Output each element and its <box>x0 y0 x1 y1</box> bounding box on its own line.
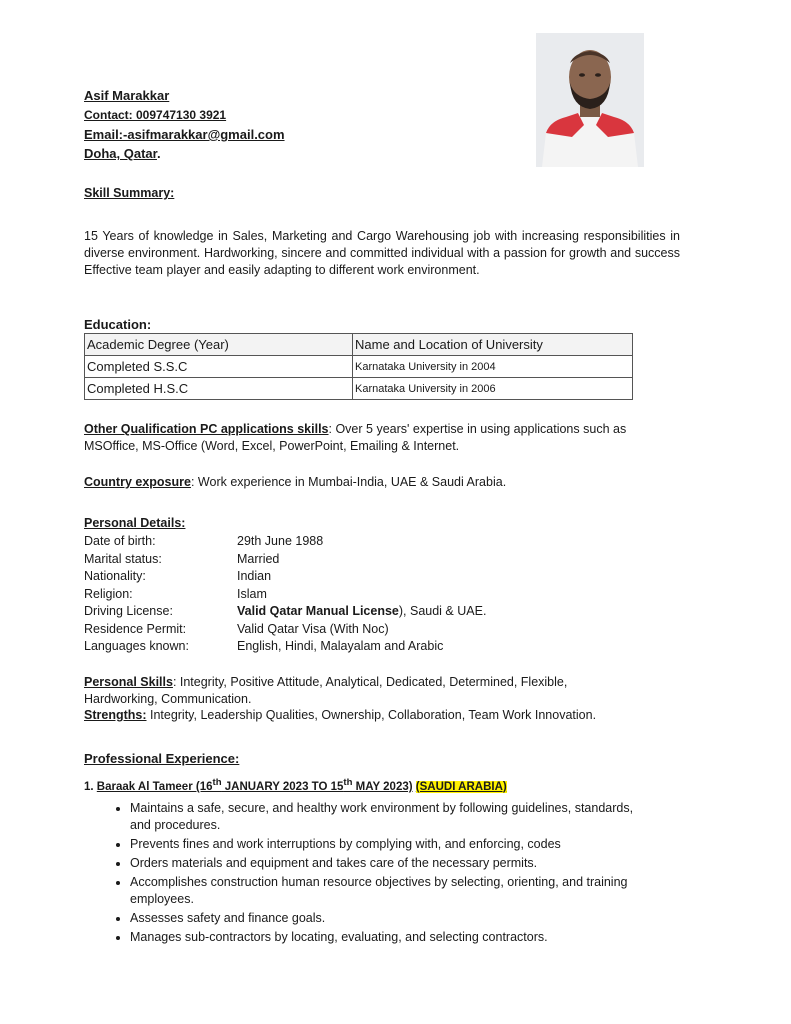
detail-row <box>84 603 684 621</box>
personal-skills-text: : Integrity, Positive Attitude, Analytical, Dedicated, Determined, Flexible, Hardworking, Communication. <box>84 675 568 706</box>
detail-row <box>84 586 684 604</box>
location-line <box>84 144 285 163</box>
list-item: • Orders materials and equipment and takes care of the necessary permits. <box>130 855 644 872</box>
table-row <box>85 356 633 378</box>
job-bullets-wrap <box>84 800 644 948</box>
job-title-sup: th <box>212 777 222 788</box>
detail-row <box>84 638 684 656</box>
column-header: Name and Location of University <box>353 334 633 356</box>
detail-key: Religion: <box>84 586 133 601</box>
personal-details-list <box>84 533 684 656</box>
education-heading: Education: <box>84 317 152 332</box>
detail-key: Languages known: <box>84 639 189 653</box>
detail-key: Driving License: <box>84 604 173 618</box>
contact-phone: Contact: 009747130 3921 <box>84 108 227 122</box>
personal-skills-label: Personal Skills <box>84 675 173 689</box>
education-table <box>84 333 633 400</box>
detail-value: 29th June 1988 <box>237 534 324 548</box>
detail-value-bold: Valid Qatar Manual License <box>237 604 399 618</box>
other-qualification-label: Other Qualification PC applications skills <box>84 422 329 436</box>
table-cell: Karnataka University in 2006 <box>353 378 633 400</box>
job-number: 1. <box>84 780 94 793</box>
list-item: • Accomplishes construction human resource objectives by selecting, orienting, and training employees. <box>130 874 644 908</box>
list-item: • Assesses safety and finance goals. <box>130 910 644 927</box>
other-qualification-text: : Over 5 years' expertise in using applications such as MSOffice, MS-Office (Word, Excel, PowerPoint, Emailing & Internet. <box>84 422 627 453</box>
strengths-text: Integrity, Leadership Qualities, Ownership, Collaboration, Team Work Innovation. <box>146 708 597 722</box>
job-title-part: JANUARY 2023 TO 15 <box>221 780 344 793</box>
table-header-row <box>85 334 633 356</box>
candidate-name: Asif Marakkar <box>84 88 170 103</box>
detail-row <box>84 533 684 551</box>
job-title <box>84 774 507 796</box>
country-exposure-label: Country exposure <box>84 475 191 489</box>
column-header: Academic Degree (Year) <box>85 334 353 356</box>
job-title-sup: th <box>343 777 353 788</box>
detail-key: Marital status: <box>84 551 162 566</box>
job-title-part: MAY 2023) <box>352 780 413 793</box>
other-qualification <box>84 421 684 455</box>
detail-value: Married <box>237 551 280 566</box>
table-cell: Karnataka University in 2004 <box>353 356 633 378</box>
detail-key: Date of birth: <box>84 534 156 548</box>
location-suffix: . <box>156 146 161 161</box>
job-country: (SAUDI ARABIA) <box>415 780 507 793</box>
table-row <box>85 378 633 400</box>
detail-value: Valid Qatar Visa (With Noc) <box>237 621 389 636</box>
person-photo-icon <box>536 33 644 167</box>
detail-key: Nationality: <box>84 569 146 583</box>
header-block <box>84 86 285 163</box>
personal-details-heading: Personal Details: <box>84 516 186 530</box>
location: Doha, Qatar <box>84 146 157 161</box>
strengths <box>84 707 684 724</box>
country-exposure <box>84 474 684 491</box>
table-cell: Completed S.S.C <box>85 356 353 378</box>
job-title-text <box>96 777 413 793</box>
list-item: • Manages sub-contractors by locating, evaluating, and selecting contractors. <box>130 929 644 946</box>
job-bullets <box>84 800 644 946</box>
contact-email: Email:-asifmarakkar@gmail.com <box>84 127 285 142</box>
detail-value: Indian <box>237 569 272 583</box>
profile-photo <box>536 33 644 167</box>
job-title-part: Baraak Al Tameer (16 <box>96 780 213 793</box>
detail-value: English, Hindi, Malayalam and Arabic <box>237 639 444 653</box>
detail-row <box>84 551 684 569</box>
detail-row <box>84 621 684 639</box>
education-table-wrap <box>84 333 633 400</box>
detail-value: ), Saudi & UAE. <box>398 604 487 618</box>
experience-heading: Professional Experience: <box>84 751 240 766</box>
list-item: • Prevents fines and work interruptions by complying with, and enforcing, codes <box>130 836 644 853</box>
detail-row <box>84 568 684 586</box>
detail-value: Islam <box>237 586 267 601</box>
personal-skills <box>84 674 644 708</box>
skill-summary-heading: Skill Summary: <box>84 186 175 200</box>
country-exposure-text: : Work experience in Mumbai-India, UAE & Saudi Arabia. <box>190 475 507 489</box>
detail-key: Residence Permit: <box>84 621 187 636</box>
table-cell: Completed H.S.C <box>85 378 353 400</box>
strengths-label: Strengths: <box>84 708 147 722</box>
skill-summary-text: 15 Years of knowledge in Sales, Marketing and Cargo Warehousing job with increasing responsibilities in diverse environment. Hardworking, sincere and committed individual with a passion for growth and success Effective team player and easily adapting to different work environment. <box>84 229 680 277</box>
list-item: • Maintains a safe, secure, and healthy work environment by following guidelines, standards, and procedures. <box>130 800 644 834</box>
